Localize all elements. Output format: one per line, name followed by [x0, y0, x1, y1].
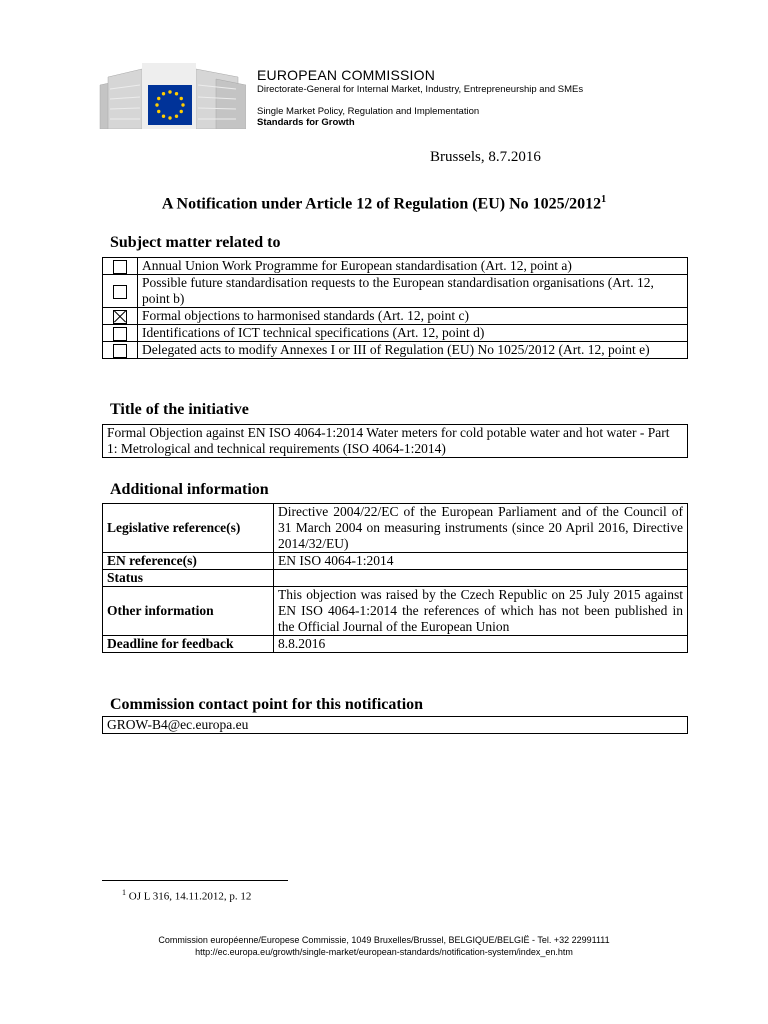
subject-row	[103, 308, 688, 325]
other-value: This objection was raised by the Czech Republic on 25 July 2015 against EN ISO 4064-1:2014 the references of which has not been published in the Official Journal of the European Union	[274, 587, 688, 636]
eu-star-icon	[175, 92, 178, 95]
title-footnote-ref: 1	[601, 194, 607, 205]
subject-text: Possible future standardisation requests to the European standardisation organisations (Art. 12, point b)	[138, 275, 688, 308]
footnote-divider	[102, 880, 288, 881]
sub-unit-name: Standards for Growth	[257, 117, 355, 128]
eu-star-icon	[175, 115, 178, 118]
subject-row	[103, 342, 688, 359]
checked-checkbox[interactable]	[113, 310, 127, 324]
checkbox-cell	[103, 275, 138, 308]
checkbox[interactable]	[113, 344, 127, 358]
eu-star-icon	[168, 90, 171, 93]
footnote	[122, 888, 251, 903]
subject-text: Identifications of ICT technical specifications (Art. 12, point d)	[138, 325, 688, 342]
eu-star-icon	[162, 115, 165, 118]
eu-star-icon	[168, 116, 171, 119]
legislative-value: Directive 2004/22/EC of the European Parliament and of the Council of 31 March 2004 on measuring instruments (since 20 April 2016, Directive 2014/32/EU)	[274, 504, 688, 553]
checkbox-cell	[103, 258, 138, 275]
en-label: EN reference(s)	[103, 553, 274, 570]
footer-url[interactable]: http://ec.europa.eu/growth/single-market/european-standards/notification-system/index_en.htm	[195, 947, 573, 957]
contact-heading: Commission contact point for this notification	[110, 696, 424, 713]
initiative-text: Formal Objection against EN ISO 4064-1:2014 Water meters for cold potable water and hot water - Part 1: Metrological and technical requirements (ISO 4064-1:2014)	[103, 425, 688, 458]
table-row	[103, 636, 688, 653]
deadline-label: Deadline for feedback	[103, 636, 274, 653]
subject-text: Delegated acts to modify Annexes I or III of Regulation (EU) No 1025/2012 (Art. 12, point e)	[138, 342, 688, 359]
status-label: Status	[103, 570, 274, 587]
footnote-text: OJ L 316, 14.11.2012, p. 12	[128, 890, 252, 903]
subject-table	[102, 257, 688, 359]
org-name: EUROPEAN COMMISSION	[257, 67, 436, 83]
status-value	[274, 570, 688, 587]
unit-name: Single Market Policy, Regulation and Implementation	[257, 106, 480, 117]
checkbox-cell	[103, 342, 138, 359]
checkbox[interactable]	[113, 327, 127, 341]
eu-star-icon	[157, 97, 160, 100]
checkbox[interactable]	[113, 260, 127, 274]
footnote-number: 1	[122, 888, 126, 897]
date-line: Brussels, 8.7.2016	[430, 149, 541, 165]
footer-address: Commission européenne/Europese Commissie, 1049 Bruxelles/Brussel, BELGIQUE/BELGIË - Tel. +32 22991111	[158, 935, 610, 945]
contact-table	[102, 716, 688, 734]
additional-heading: Additional information	[110, 481, 269, 498]
checkbox-cell	[103, 308, 138, 325]
title-text: A Notification under Article 12 of Regulation (EU) No 1025/2012	[161, 195, 602, 213]
checkbox[interactable]	[113, 285, 127, 299]
eu-star-icon	[181, 103, 184, 106]
table-row	[103, 570, 688, 587]
eu-star-icon	[162, 92, 165, 95]
deadline-value: 8.8.2016	[274, 636, 688, 653]
eu-star-icon	[180, 97, 183, 100]
initiative-heading: Title of the initiative	[110, 401, 249, 418]
legislative-label: Legislative reference(s)	[103, 504, 274, 553]
subject-row	[103, 275, 688, 308]
table-row	[103, 553, 688, 570]
subject-text: Annual Union Work Programme for European standardisation (Art. 12, point a)	[138, 258, 688, 275]
en-value: EN ISO 4064-1:2014	[274, 553, 688, 570]
checkbox-cell	[103, 325, 138, 342]
eu-star-icon	[155, 103, 158, 106]
european-commission-logo	[98, 63, 246, 129]
subject-text: Formal objections to harmonised standards (Art. 12, point c)	[138, 308, 688, 325]
subject-heading: Subject matter related to	[110, 234, 281, 251]
subject-row	[103, 258, 688, 275]
other-label: Other information	[103, 587, 274, 636]
eu-star-icon	[180, 110, 183, 113]
additional-table	[102, 503, 688, 653]
eu-star-icon	[157, 110, 160, 113]
table-row	[103, 587, 688, 636]
table-row	[103, 504, 688, 553]
initiative-table	[102, 424, 688, 458]
contact-email[interactable]: GROW-B4@ec.europa.eu	[103, 717, 688, 734]
directorate-general: Directorate-General for Internal Market, Industry, Entrepreneurship and SMEs	[257, 84, 584, 95]
subject-row	[103, 325, 688, 342]
page-title	[0, 194, 768, 213]
